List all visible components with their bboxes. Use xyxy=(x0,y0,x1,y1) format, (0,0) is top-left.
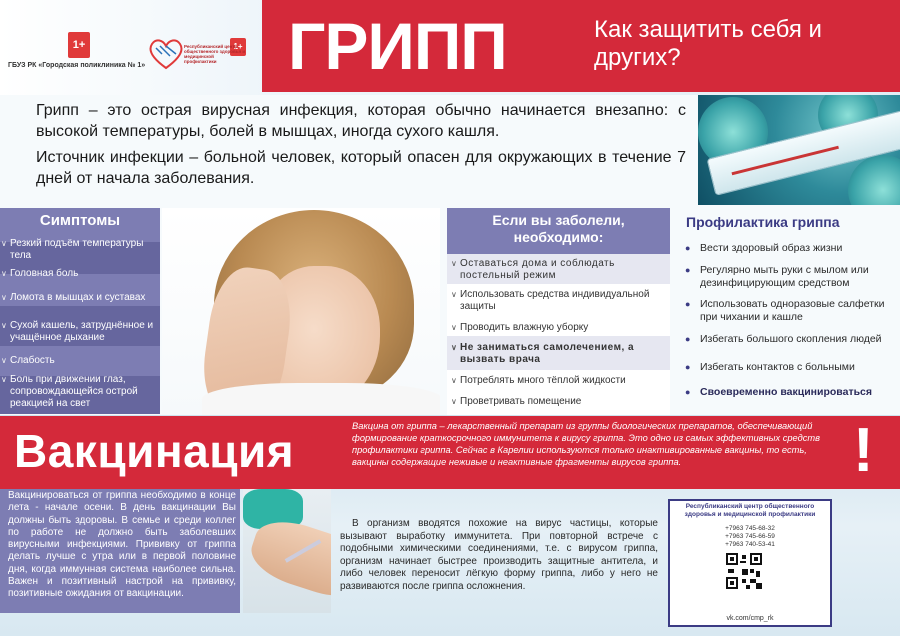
page-subtitle: Как защитить себя и других? xyxy=(594,16,822,71)
symptom-item: ∨ Ломота в мышцах и суставах xyxy=(10,292,158,304)
if-sick-item: ∨ Не заниматься самолечением, а вызвать врача xyxy=(460,342,665,366)
symptom-item: ∨ Головная боль xyxy=(10,268,158,280)
logos-area xyxy=(8,18,258,80)
org-name: ГБУЗ РК «Городская поликлиника № 1» xyxy=(8,62,146,69)
thermometer-photo xyxy=(698,95,900,205)
if-sick-title: Если вы заболели, необходимо: xyxy=(492,212,625,245)
contact-phone: +7963 740-53-41 xyxy=(725,541,775,548)
if-sick-item: ∨ Потреблять много тёплой жидкости xyxy=(460,375,665,387)
vaccination-description: Вакцина от гриппа – лекарственный препарат из группы биологических препаратов, обеспечивающий формирование краткосрочного иммунитета к вирусу гриппа. Это одно из самых эффективных средств профилактики гриппа. Сейчас в Карелии используются только инактивированные вакцины, то есть, вакцины содержащие неживые и неактивные фрагменты вирусов гриппа. xyxy=(352,421,820,467)
injection-photo xyxy=(243,489,331,613)
prevention-item: ● Избегать большого скопления людей xyxy=(700,333,895,346)
qr-code-icon[interactable] xyxy=(724,551,764,591)
contact-phone: +7963 745-68-32 xyxy=(725,525,775,532)
if-sick-item: ∨ Проветривать помещение xyxy=(460,396,665,408)
prevention-item: ● Использовать одноразовые салфетки при чихании и кашле xyxy=(700,298,895,324)
prevention-item: ● Вести здоровый образ жизни xyxy=(700,242,895,255)
center-logo-text: Республиканский центр общественного здоровья и медицинской профилактики xyxy=(184,44,246,64)
symptoms-title: Симптомы xyxy=(39,212,121,229)
center-logo-icon: 1+ xyxy=(230,38,246,56)
exclamation-mark: ! xyxy=(853,416,874,485)
clinic-logo-icon: 1+ xyxy=(68,32,90,58)
intro-paragraph-1: Грипп – это острая вирусная инфекция, которая обычно начинается внезапно: с высокой температуры, болей в мышцах, иногда сухого кашля. xyxy=(36,102,686,140)
intro-paragraph-2: Источник инфекции – больной человек, который опасен для окружающих в течение 7 дней от начала заболевания. xyxy=(36,149,686,187)
page-title: ГРИПП xyxy=(288,9,507,83)
symptom-item: ∨ Сухой кашель, затруднённое и учащённое дыхание xyxy=(10,320,158,344)
vaccination-mechanism: В организм вводятся похожие на вирус частицы, которые вызывают выработку иммунитета. При повторной встрече с подобными химическими соединениями, т.е. с вирусом гриппа, организм начинает быстрее производить защитные антитела, и либо человек переносит лёгкую форму гриппа, либо у него не развиваются после гриппа осложнения. xyxy=(340,518,658,592)
prevention-item: ● Избегать контактов с больными xyxy=(700,361,895,374)
contact-phone: +7963 745-66-59 xyxy=(725,533,775,540)
prevention-title: Профилактика гриппа xyxy=(686,214,840,230)
vaccination-advice: Вакцинироваться от гриппа необходимо в конце лета - начале осени. В день вакцинации Вы должны быть здоровы. В семье и среди коллег по работе не должно быть заболевших вирусными инфекциями. Прививку от гриппа делать лучше с утра или в первой половине дня, когда иммунная система наиболее сильна. Важен и позитивный настрой на прививку, позитивные ожидания от вакцинации. xyxy=(8,490,236,600)
symptom-item: ∨ Слабость xyxy=(10,355,158,367)
prevention-item: ● Своевременно вакцинироваться xyxy=(700,386,895,399)
prevention-item: ● Регулярно мыть руки с мылом или дезинфицирующим средством xyxy=(700,264,895,290)
symptom-item: ∨ Боль при движении глаз, сопровождающейся острой реакцией на свет xyxy=(10,374,158,410)
vaccination-title: Вакцинация xyxy=(14,425,295,477)
contact-org: Республиканский центр общественного здоровья и медицинской профилактики xyxy=(684,503,816,518)
if-sick-item: ∨ Проводить влажную уборку xyxy=(460,322,665,334)
if-sick-item: ∨ Использовать средства индивидуальной защиты xyxy=(460,289,665,313)
if-sick-item: ∨ Оставаться дома и соблюдать постельный режим xyxy=(460,258,665,282)
symptom-item: ∨ Резкий подъём температуры тела xyxy=(10,238,158,262)
contact-link[interactable]: vk.com/cmp_rk xyxy=(726,615,774,622)
sick-woman-photo xyxy=(162,208,440,415)
heart-logo-icon xyxy=(148,38,184,70)
